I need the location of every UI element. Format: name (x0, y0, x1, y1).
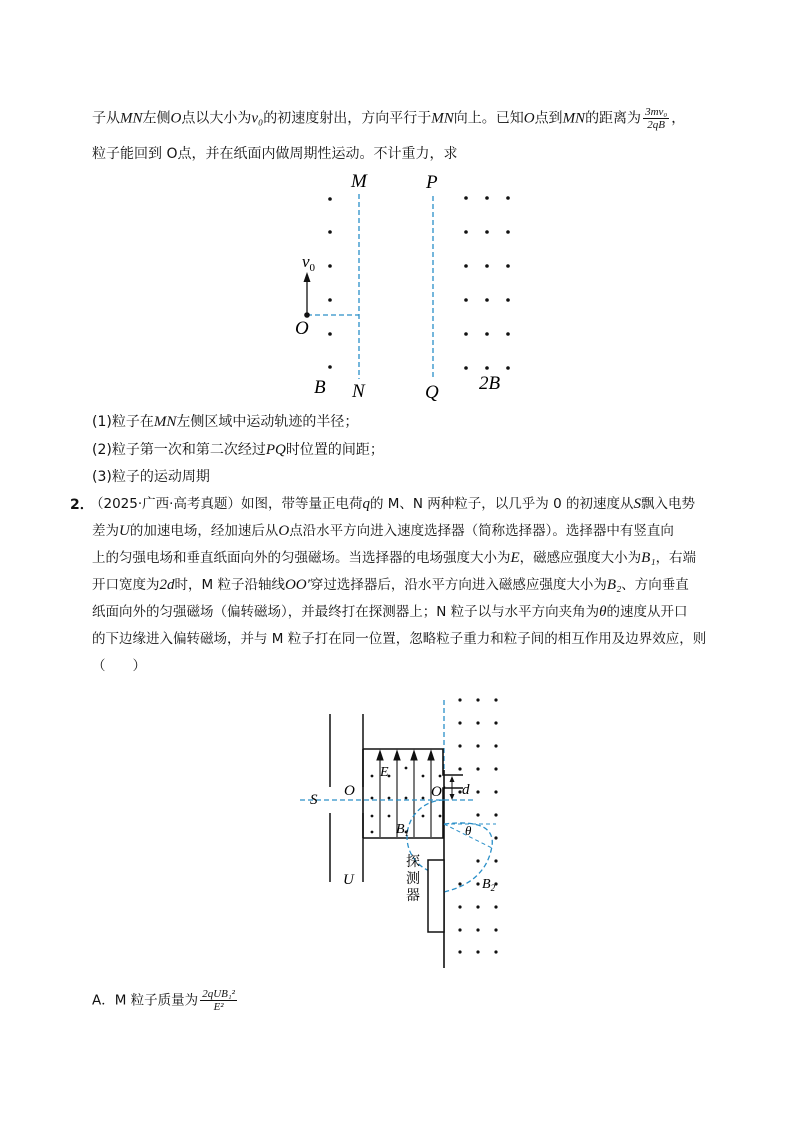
label-B1: $B_1$ (396, 822, 410, 838)
label-Q: Q (425, 382, 439, 403)
q2-stem-line-3: 上的匀强电场和垂直纸面向外的匀强磁场。当选择器的电场强度大小为E，磁感应强度大小为B₁，右端 (92, 550, 697, 566)
label-2B: 2B (479, 373, 501, 394)
label-O-prime: O′ (431, 784, 446, 800)
label-O: O (295, 318, 309, 339)
label-M: M (351, 171, 367, 192)
label-O: O (344, 783, 355, 799)
right-field-dots (464, 196, 510, 370)
detector (428, 860, 444, 932)
label-B: B (314, 377, 326, 398)
left-field-dots (328, 197, 332, 369)
q1-figure (290, 168, 530, 404)
label-N: N (352, 381, 365, 402)
label-detector-1: 探 (406, 854, 420, 870)
q2-stem-line-4: 开口宽度为2d时，M 粒子沿轴线OO′穿过选择器后，沿水平方向进入磁感应强度大小为B₂、方向垂直 (92, 577, 689, 593)
label-B2: $B_2$ (482, 877, 496, 893)
label-detector-2: 测 (406, 871, 420, 887)
label-theta: θ (465, 823, 472, 838)
label-d: d (462, 782, 470, 798)
q2-stem-line-5: 纸面向外的匀强磁场（偏转磁场），并最终打在探测器上；N 粒子以与水平方向夹角为θ的速度从开口 (92, 604, 688, 620)
label-detector-3: 器 (406, 888, 420, 904)
electric-field-arrows (377, 751, 434, 837)
velocity-selector (363, 749, 463, 838)
option-a-fraction: $\frac{\text{2qUB₁²}}{\text{E²}}$ (202, 988, 235, 1013)
q2-stem-line-1: （2025·广西·高考真题）如图，带等量正电荷q的 M、N 两种粒子，以几乎为 0 的初速度从S飘入电势 (90, 496, 695, 512)
q1-sub-2: (2)粒子第一次和第二次经过PQ时位置的间距； (92, 442, 384, 458)
q2-answer-paren: （ ） (92, 658, 146, 674)
velocity-arrow (304, 272, 311, 315)
q1-sub-3: (3)粒子的运动周期 (92, 469, 210, 485)
q2-number: 2． (70, 497, 94, 513)
q1-sub-1: (1)粒子在MN左侧区域中运动轨迹的半径； (92, 414, 359, 430)
q2-stem-line-6: 的下边缘进入偏转磁场，并与 M 粒子打在同一位置，忽略粒子重力和粒子间的相互作用及边界效应，则 (92, 631, 707, 647)
q1-intro-line-2: 粒子能回到 O点，并在纸面内做周期性运动。不计重力，求 (92, 146, 458, 162)
label-U: U (343, 872, 354, 888)
label-S: S (310, 792, 318, 808)
q2-stem-line-2: 差为U的加速电场，经加速后从O点沿水平方向进入速度选择器（简称选择器）。选择器中有竖直向 (92, 523, 674, 539)
q1-intro-line-1: 子从MN左侧O点以大小为v₀的初速度射出，方向平行于MN向上。已知O点到MN的距离为 $\frac{\text{3mv₀}}{2qB}$ ， (92, 106, 686, 131)
q2-option-a[interactable]: A．M 粒子质量为 $\frac{\text{2qUB₁²}}{\text{E²}}$ (92, 988, 235, 1013)
label-E: E (380, 765, 389, 780)
label-v0: $v_0$ (302, 252, 316, 274)
distance-fraction: $\frac{\text{3mv₀}}{2qB}$ (645, 106, 668, 131)
q2-figure (300, 690, 530, 972)
label-P: P (426, 172, 438, 193)
